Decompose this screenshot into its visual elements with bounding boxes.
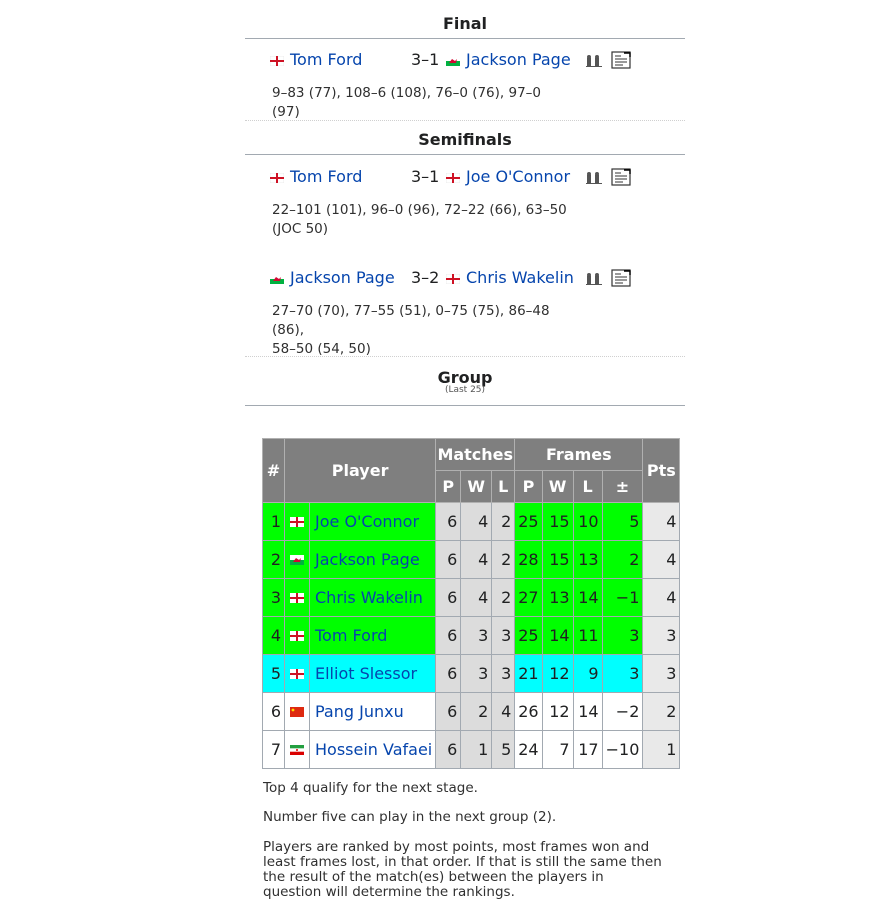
frames-won: 15 [542,541,573,579]
matches-lost: 4 [492,693,515,731]
sf1-score: 3–1 [411,167,440,186]
note-next-group: Number five can play in the next group (2). [263,809,557,825]
table-row [263,579,680,617]
frames-lost: 11 [573,617,602,655]
frame-difference: 2 [602,541,643,579]
group-title: Group [437,368,493,387]
player-link[interactable]: Tom Ford [310,617,436,655]
row-position: 5 [263,655,285,693]
frames-played: 26 [515,693,542,731]
header-frames-played: P [515,471,542,503]
matches-lost: 2 [492,579,515,617]
frames-lost: 14 [573,693,602,731]
sf2-frames-line-1: 27–70 (70), 77–55 (51), 0–75 (75), 86–48 (86), [272,303,550,338]
header-matches-lost: L [492,471,515,503]
frames-played: 25 [515,503,542,541]
frames-won: 12 [542,693,573,731]
frame-difference: 5 [602,503,643,541]
frames-won: 13 [542,579,573,617]
frame-difference: 3 [602,655,643,693]
frames-won: 14 [542,617,573,655]
header-frame-difference: ± [602,471,643,503]
head-to-head-icon[interactable] [586,172,602,184]
player-link[interactable]: Pang Junxu [310,693,436,731]
matches-played: 6 [436,617,461,655]
matches-played: 6 [436,693,461,731]
match-report-icon[interactable] [611,167,633,187]
matches-won: 2 [461,693,492,731]
row-position: 1 [263,503,285,541]
head-to-head-icon[interactable] [586,55,602,67]
final-frame-scores: 9–83 (77), 108–6 (108), 76–0 (76), 97–0 (97) [272,85,542,120]
sf2-player-1-link[interactable]: Jackson Page [290,268,395,287]
matches-won: 4 [461,579,492,617]
matches-lost: 3 [492,655,515,693]
matches-lost: 2 [492,503,515,541]
player-link[interactable]: Hossein Vafaei [310,731,436,769]
england-flag-icon [285,655,310,693]
group-rule [245,405,685,406]
sf2-frame-scores [272,302,572,359]
final-match [270,50,670,76]
england-flag-icon [446,173,460,183]
row-position: 7 [263,731,285,769]
note-qualify: Top 4 qualify for the next stage. [263,780,478,796]
semifinals-rule [245,154,685,155]
match-report-icon[interactable] [611,50,633,70]
matches-played: 6 [436,579,461,617]
england-flag-icon [270,173,284,183]
matches-lost: 5 [492,731,515,769]
matches-lost: 2 [492,541,515,579]
frames-lost: 10 [573,503,602,541]
sf2-player-2-link[interactable]: Chris Wakelin [466,268,574,287]
sf2-frames-line-2: 58–50 (54, 50) [272,341,371,357]
wales-flag-icon [285,541,310,579]
group-subtitle: (Last 25) [444,385,486,395]
final-divider [245,120,685,121]
semifinals-divider [245,356,685,357]
table-row [263,693,680,731]
matches-won: 1 [461,731,492,769]
header-frames: Frames [515,439,643,471]
points: 4 [643,579,680,617]
final-section [245,14,685,33]
note-ranking-rules: Players are ranked by most points, most frames won and least frames lost, in that order. If that is still the same then the result of the match(es) between the players in question will determine the rankings. [263,839,662,900]
matches-won: 4 [461,503,492,541]
matches-won: 3 [461,655,492,693]
england-flag-icon [285,617,310,655]
header-matches-played: P [436,471,461,503]
player-link[interactable]: Chris Wakelin [310,579,436,617]
sf1-frame-scores [272,201,572,239]
england-flag-icon [270,56,284,66]
points: 4 [643,503,680,541]
matches-played: 6 [436,541,461,579]
matches-won: 4 [461,541,492,579]
sf2-score: 3–2 [411,268,440,287]
frame-difference: −2 [602,693,643,731]
points: 3 [643,655,680,693]
frames-lost: 14 [573,579,602,617]
sf1-frames-line-2: (JOC 50) [272,221,329,237]
row-position: 3 [263,579,285,617]
semifinals-section [245,130,685,149]
frame-difference: 3 [602,617,643,655]
points: 3 [643,617,680,655]
frames-won: 7 [542,731,573,769]
frames-lost: 17 [573,731,602,769]
england-flag-icon [446,274,460,284]
row-position: 6 [263,693,285,731]
sf1-player-1 [270,167,362,186]
sf2-player-1 [270,268,395,287]
frames-won: 12 [542,655,573,693]
frames-played: 25 [515,617,542,655]
table-row [263,541,680,579]
head-to-head-icon[interactable] [586,273,602,285]
frames-played: 27 [515,579,542,617]
sf2-player-2 [446,268,574,287]
frames-played: 21 [515,655,542,693]
row-position: 2 [263,541,285,579]
frames-lost: 9 [573,655,602,693]
player-link[interactable]: Elliot Slessor [310,655,436,693]
final-rule [245,38,685,39]
standings-table [262,438,680,769]
frames-won: 15 [542,503,573,541]
final-title: Final [442,14,488,33]
header-matches: Matches [436,439,515,471]
points: 1 [643,731,680,769]
matches-played: 6 [436,503,461,541]
sf1-player-2-link[interactable]: Joe O'Connor [466,167,571,186]
sf1-player-1-link[interactable]: Tom Ford [290,167,363,186]
header-matches-won: W [461,471,492,503]
final-player-2 [446,50,571,69]
semifinal-match-1 [270,167,670,193]
england-flag-icon [285,579,310,617]
final-player-1 [270,50,362,69]
table-row [263,731,680,769]
sf1-frames-line-1: 22–101 (101), 96–0 (96), 72–22 (66), 63–50 [272,202,567,218]
wales-flag-icon [270,274,284,284]
table-row [263,617,680,655]
semifinal-match-2 [270,268,670,294]
semifinals-title: Semifinals [418,130,512,149]
points: 4 [643,541,680,579]
player-link[interactable]: Joe O'Connor [310,503,436,541]
final-score: 3–1 [411,50,440,69]
china-flag-icon [285,693,310,731]
final-player-1-link[interactable]: Tom Ford [290,50,363,69]
player-link[interactable]: Jackson Page [310,541,436,579]
standings-body [263,503,680,769]
frames-played: 24 [515,731,542,769]
iran-flag-icon [285,731,310,769]
group-header [245,368,685,395]
table-row [263,503,680,541]
points: 2 [643,693,680,731]
header-points: Pts [643,439,680,503]
table-row [263,655,680,693]
header-player: Player [285,439,436,503]
sf1-player-2 [446,167,570,186]
matches-won: 3 [461,617,492,655]
header-frames-won: W [542,471,573,503]
frames-lost: 13 [573,541,602,579]
matches-played: 6 [436,731,461,769]
england-flag-icon [285,503,310,541]
wales-flag-icon [446,56,460,66]
matches-played: 6 [436,655,461,693]
row-position: 4 [263,617,285,655]
matches-lost: 3 [492,617,515,655]
frame-difference: −10 [602,731,643,769]
match-report-icon[interactable] [611,268,633,288]
header-position: # [263,439,285,503]
frames-played: 28 [515,541,542,579]
final-player-2-link[interactable]: Jackson Page [466,50,571,69]
header-frames-lost: L [573,471,602,503]
frame-difference: −1 [602,579,643,617]
